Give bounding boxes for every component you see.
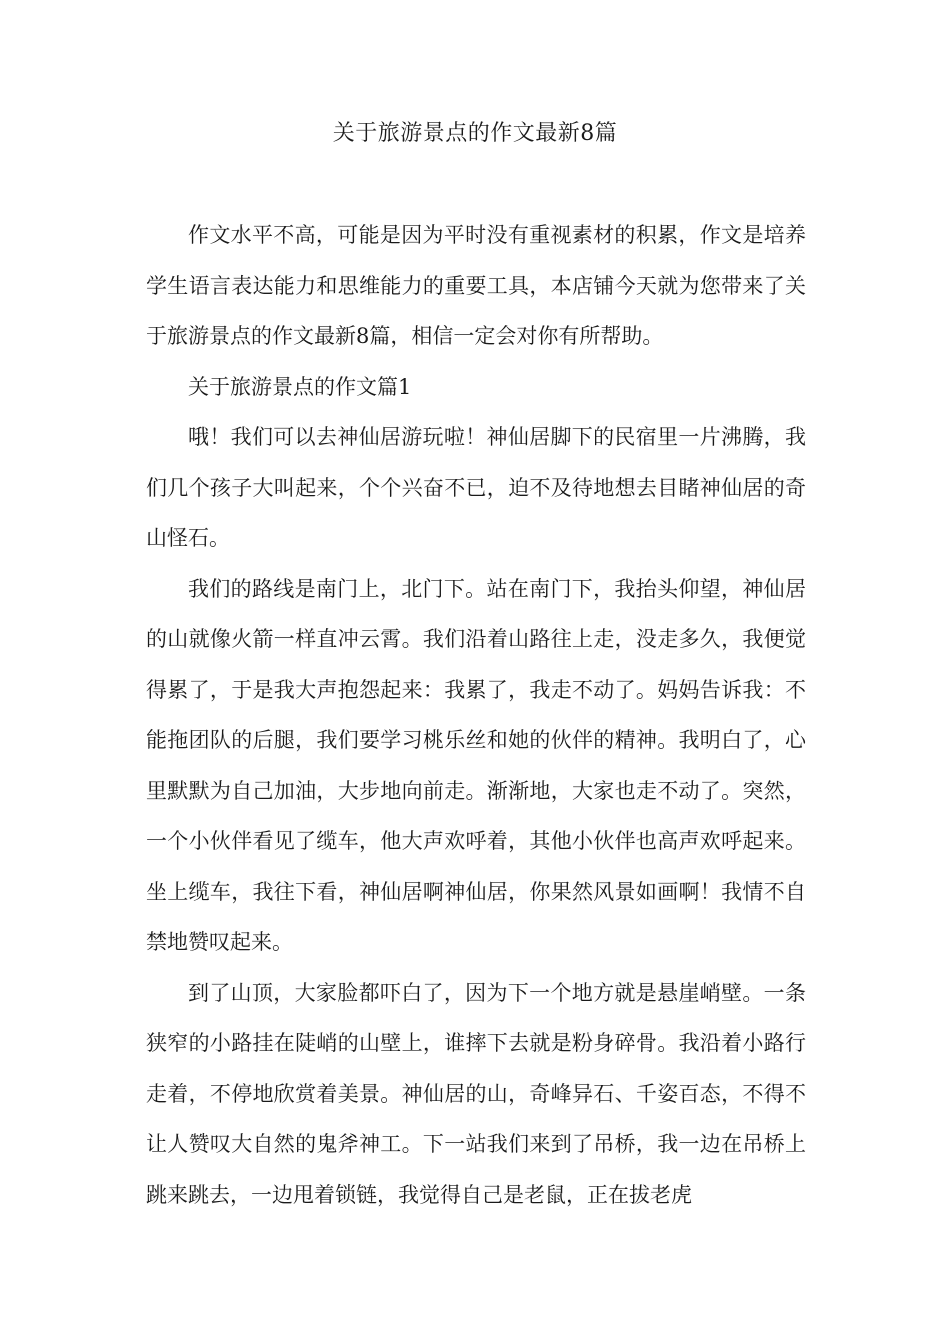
body-paragraph: 我们的路线是南门上，北门下。站在南门下，我抬头仰望，神仙居的山就像火箭一样直冲云霄。我们沿着山路往上走，没走多久，我便觉得累了，于是我大声抱怨起来：我累了，我走不动了。妈妈告诉我：不能拖团队的后腿，我们要学习桃乐丝和她的伙伴的精神。我明白了，心里默默为自己加油，大步地向前走。渐渐地，大家也走不动了。突然，一个小伙伴看见了缆车，他大声欢呼着，其他小伙伴也高声欢呼起来。坐上缆车，我往下看，神仙居啊神仙居，你果然风景如画啊！我情不自禁地赞叹起来。: [146, 576, 806, 954]
body-paragraph: 到了山顶，大家脸都吓白了，因为下一个地方就是悬崖峭壁。一条狭窄的小路挂在陡峭的山壁上，谁摔下去就是粉身碎骨。我沿着小路行走着，不停地欣赏着美景。神仙居的山，奇峰异石、千姿百态，不得不让人赞叹大自然的鬼斧神工。下一站我们来到了吊桥，我一边在吊桥上跳来跳去，一边甩着锁链，我觉得自己是老鼠，正在拔老虎: [146, 980, 806, 1207]
document-body: [146, 210, 806, 1220]
document-title: 关于旅游景点的作文最新8篇: [332, 121, 618, 146]
body-paragraph: 哦！我们可以去神仙居游玩啦！神仙居脚下的民宿里一片沸腾，我们几个孩子大叫起来，个个兴奋不已，迫不及待地想去目睹神仙居的奇山怪石。: [146, 425, 806, 550]
section-heading: 关于旅游景点的作文篇1: [188, 374, 412, 399]
intro-paragraph: 作文水平不高，可能是因为平时没有重视素材的积累，作文是培养学生语言表达能力和思维能力的重要工具，本店铺今天就为您带来了关于旅游景点的作文最新8篇，相信一定会对你有所帮助。: [146, 223, 806, 348]
